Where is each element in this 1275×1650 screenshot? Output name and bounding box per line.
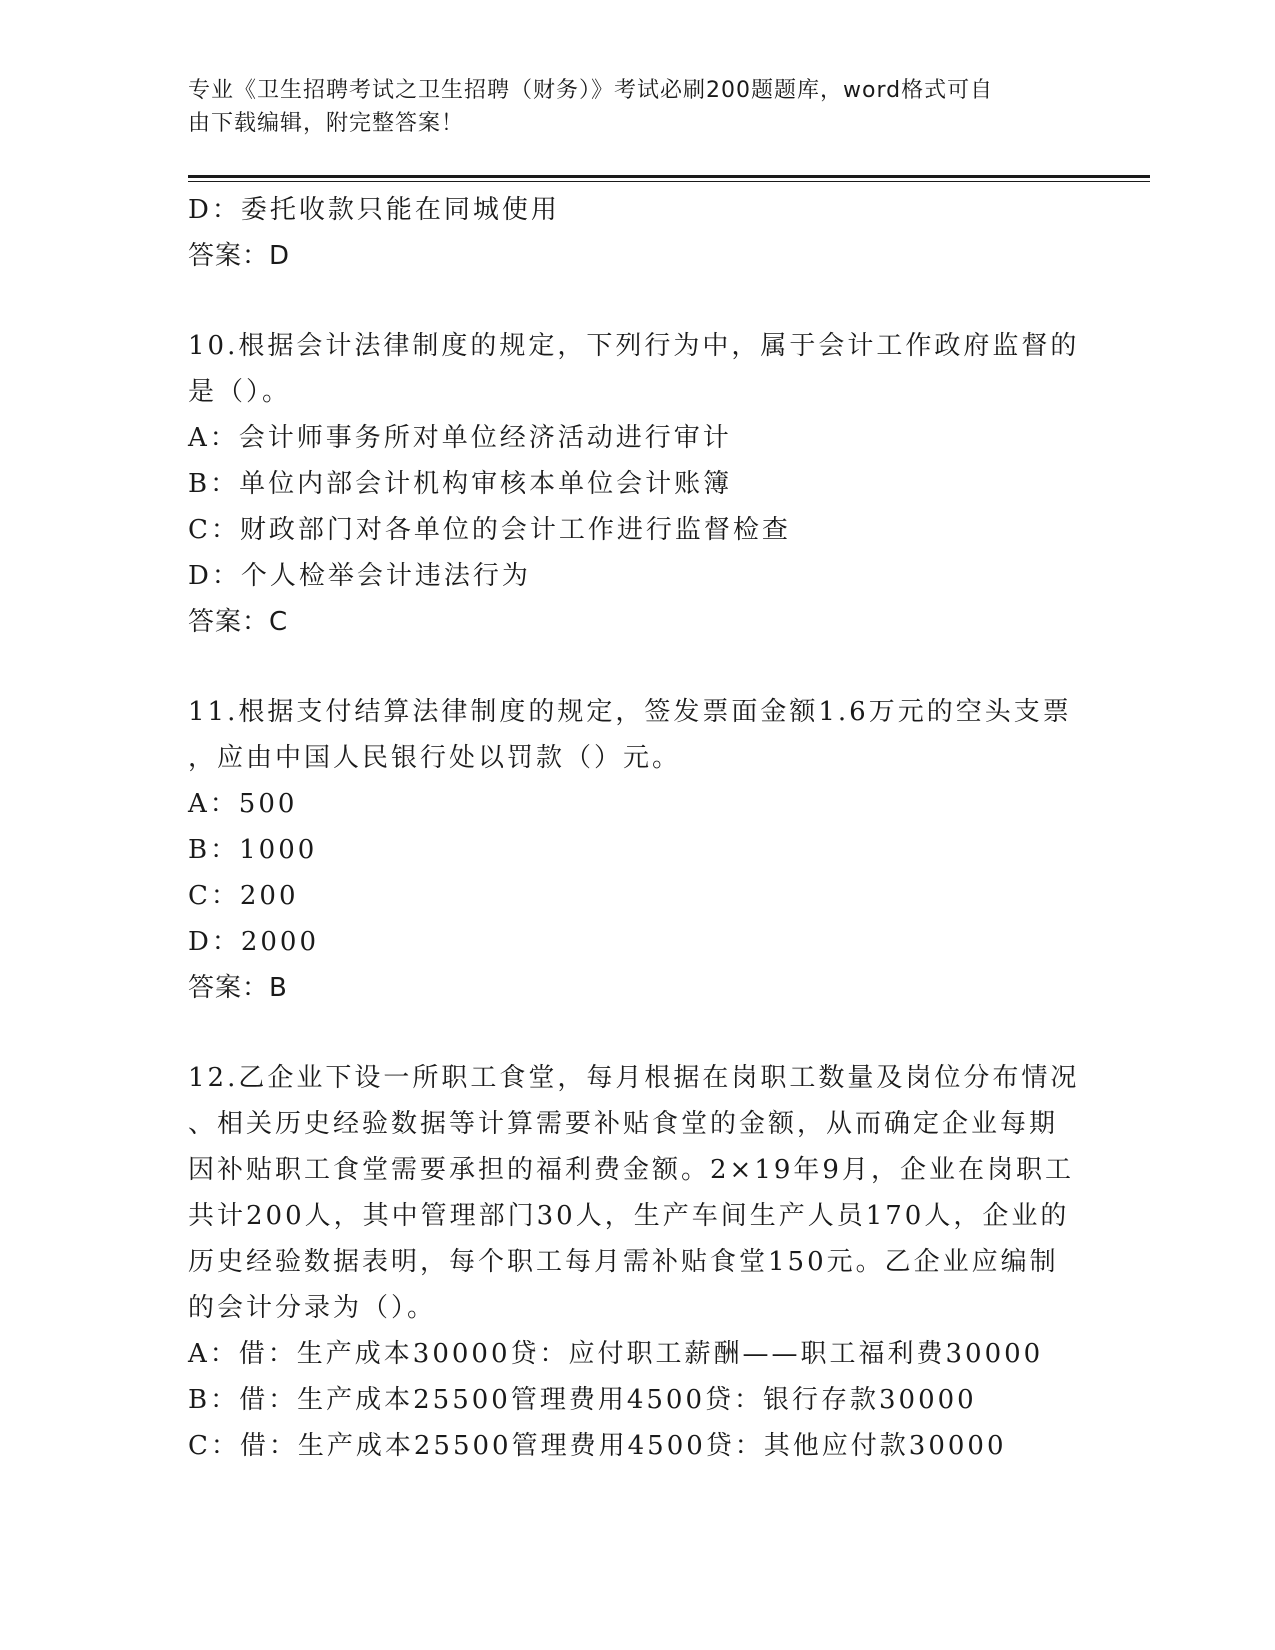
spacer — [188, 645, 1088, 689]
option-b: B：1000 — [188, 835, 318, 865]
question-stem-line: 共计200人，其中管理部门30人，生产车间生产人员170人，企业的 — [188, 1201, 1070, 1231]
question-stem-line: 11.根据支付结算法律制度的规定，签发票面金额1.6万元的空头支票 — [188, 697, 1072, 727]
option-d: D：委托收款只能在同城使用 — [188, 195, 560, 225]
header-title-line-2: 由下载编辑，附完整答案！ — [188, 111, 465, 136]
header-divider-thick — [188, 175, 1150, 178]
question-10 — [188, 323, 1088, 645]
question-stem-line: 是（）。 — [188, 377, 292, 407]
option-b: B：单位内部会计机构审核本单位会计账簿 — [188, 469, 733, 499]
question-stem-line: 的会计分录为（）。 — [188, 1293, 437, 1323]
answer-line: 答案：D — [188, 241, 291, 271]
option-c: C：借：生产成本25500管理费用4500贷：其他应付款30000 — [188, 1431, 1007, 1461]
question-12 — [188, 1055, 1088, 1469]
answer-line: 答案：C — [188, 607, 289, 637]
option-a: A：借：生产成本30000贷：应付职工薪酬——职工福利费30000 — [188, 1339, 1044, 1369]
page-header — [188, 74, 1068, 140]
answer-line: 答案：B — [188, 973, 288, 1003]
option-b: B：借：生产成本25500管理费用4500贷：银行存款30000 — [188, 1385, 977, 1415]
question-stem-line: 12.乙企业下设一所职工食堂，每月根据在岗职工数量及岗位分布情况 — [188, 1063, 1080, 1093]
option-d: D：个人检举会计违法行为 — [188, 561, 531, 591]
option-a: A：会计师事务所对单位经济活动进行审计 — [188, 423, 732, 453]
spacer — [188, 1011, 1088, 1055]
option-a: A：500 — [188, 789, 298, 819]
option-c: C：财政部门对各单位的会计工作进行监督检查 — [188, 515, 791, 545]
option-d: D：2000 — [188, 927, 320, 957]
question-11 — [188, 689, 1088, 1011]
question-stem-line: 10.根据会计法律制度的规定，下列行为中，属于会计工作政府监督的 — [188, 331, 1080, 361]
header-divider-thin — [188, 181, 1150, 182]
spacer — [188, 279, 1088, 323]
question-stem-line: ，应由中国人民银行处以罚款（）元。 — [188, 743, 682, 773]
question-stem-line: 、相关历史经验数据等计算需要补贴食堂的金额，从而确定企业每期 — [188, 1109, 1059, 1139]
document-body — [188, 187, 1088, 1469]
question-stem-line: 因补贴职工食堂需要承担的福利费金额。2×19年9月，企业在岗职工 — [188, 1155, 1074, 1185]
question-stem-line: 历史经验数据表明，每个职工每月需补贴食堂150元。乙企业应编制 — [188, 1247, 1059, 1277]
header-title-line-1: 专业《卫生招聘考试之卫生招聘（财务）》考试必刷200题题库，word格式可自 — [188, 78, 994, 103]
option-c: C：200 — [188, 881, 299, 911]
